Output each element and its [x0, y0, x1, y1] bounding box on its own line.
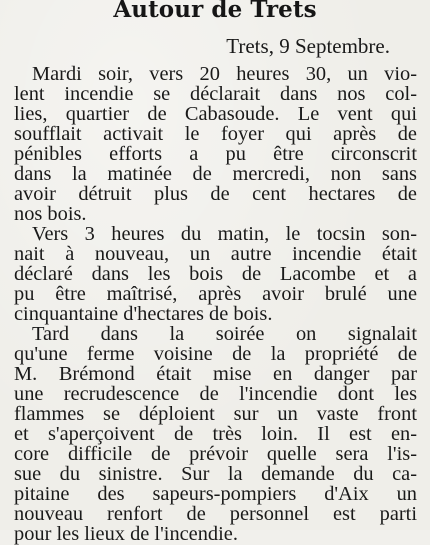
article-dateline: Trets, 9 Septembre.: [226, 34, 390, 58]
article-text-line: qu'une ferme voisine de la propriété de: [14, 343, 417, 365]
article-text-line: déclaré dans les bois de Lacombe et a: [14, 263, 417, 285]
article-text-line: M. Brémond était mise en danger par: [14, 363, 417, 385]
article-text-line: sue du sinistre. Sur la demande du ca-: [14, 463, 417, 485]
article-text-line: nouveau renfort de personnel est parti: [14, 503, 417, 525]
article-text-line: dans la matinée de mercredi, non sans: [14, 163, 417, 185]
article-text-line: Tard dans la soirée on signalait: [32, 323, 417, 345]
article-text-line: une recrudescence de l'incendie dont les: [14, 383, 417, 405]
article-headline: Autour de Trets: [113, 0, 317, 23]
article-text-line: nos bois.: [14, 203, 87, 225]
article-text-line: pour les lieux de l'incendie.: [14, 523, 238, 545]
article-text-line: avoir détruit plus de cent hectares de: [14, 183, 417, 205]
article-text-line: pénibles efforts a pu être circonscrit: [14, 143, 417, 165]
article-text-line: pitaine des sapeurs-pompiers d'Aix un: [14, 483, 417, 505]
article-text-line: lent incendie se déclarait dans nos col-: [14, 83, 417, 105]
article-text-line: flammes se déploient sur un vaste front: [14, 403, 417, 425]
article-text-line: core difficile de prévoir quelle sera l'is-: [14, 443, 417, 465]
article-text-line: soufflait activait le foyer qui après de: [14, 123, 417, 145]
article-text-line: cinquantaine d'hectares de bois.: [14, 303, 273, 325]
article-text-line: lies, quartier de Cabasoude. Le vent qui: [14, 103, 417, 125]
article-text-line: et s'aperçoivent de très loin. Il est en-: [14, 423, 417, 445]
article-text-line: nait à nouveau, un autre incendie était: [14, 243, 417, 265]
article-text-line: Vers 3 heures du matin, le tocsin son-: [32, 223, 417, 245]
article-text-line: Mardi soir, vers 20 heures 30, un vio-: [32, 63, 417, 85]
article-text-line: pu être maîtrisé, après avoir brulé une: [14, 283, 417, 305]
